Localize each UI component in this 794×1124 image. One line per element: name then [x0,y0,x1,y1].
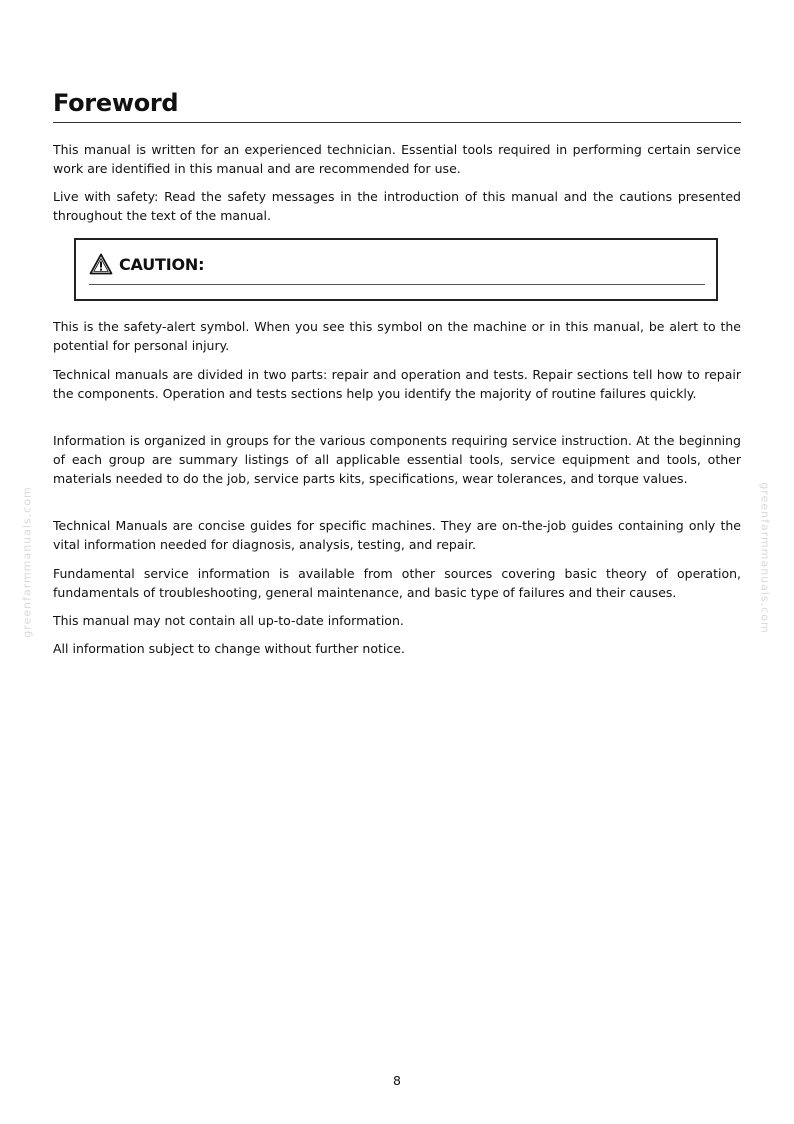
page-title: Foreword [53,89,179,117]
caution-label: CAUTION: [119,254,205,274]
paragraph-up-to-date: This manual may not contain all up-to-date information. [53,613,404,628]
paragraph-fundamentals: Fundamental service information is available from other sources covering basic theory of operation, fundamentals of troubleshooting, general maintenance, and basic type of failures and their causes. [53,566,741,600]
paragraph-change-notice: All information subject to change without further notice. [53,641,405,656]
caution-box [74,238,718,301]
paragraph-safety: Live with safety: Read the safety messages in the introduction of this manual and the cautions presented throughout the text of the manual. [53,189,741,223]
warning-triangle-icon [89,253,113,275]
paragraph-concise-guides: Technical Manuals are concise guides for specific machines. They are on-the-job guides containing only the vital information needed for diagnosis, analysis, testing, and repair. [53,518,741,552]
page-number: 8 [393,1073,401,1088]
caution-divider [89,284,705,285]
paragraph-safety-alert: This is the safety-alert symbol. When you see this symbol on the machine or in this manual, be alert to the potential for personal injury. [53,319,741,353]
paragraph-manual-parts: Technical manuals are divided in two parts: repair and operation and tests. Repair sections tell how to repair the components. Operation and tests sections help you identify the majority of routine failures quickly. [53,367,741,401]
title-divider [53,122,741,123]
watermark-left: greenfarmmanuals.com [20,486,34,638]
watermark-right: greenfarmmanuals.com [758,482,772,634]
caution-header [89,253,204,275]
paragraph-intro: This manual is written for an experienced technician. Essential tools required in performing certain service work are identified in this manual and are recommended for use. [53,142,741,176]
paragraph-organization: Information is organized in groups for the various components requiring service instruction. At the beginning of each group are summary listings of all applicable essential tools, service equipment and tools, other materials needed to do the job, service parts kits, specifications, wear tolerances, and torque values. [53,433,741,486]
